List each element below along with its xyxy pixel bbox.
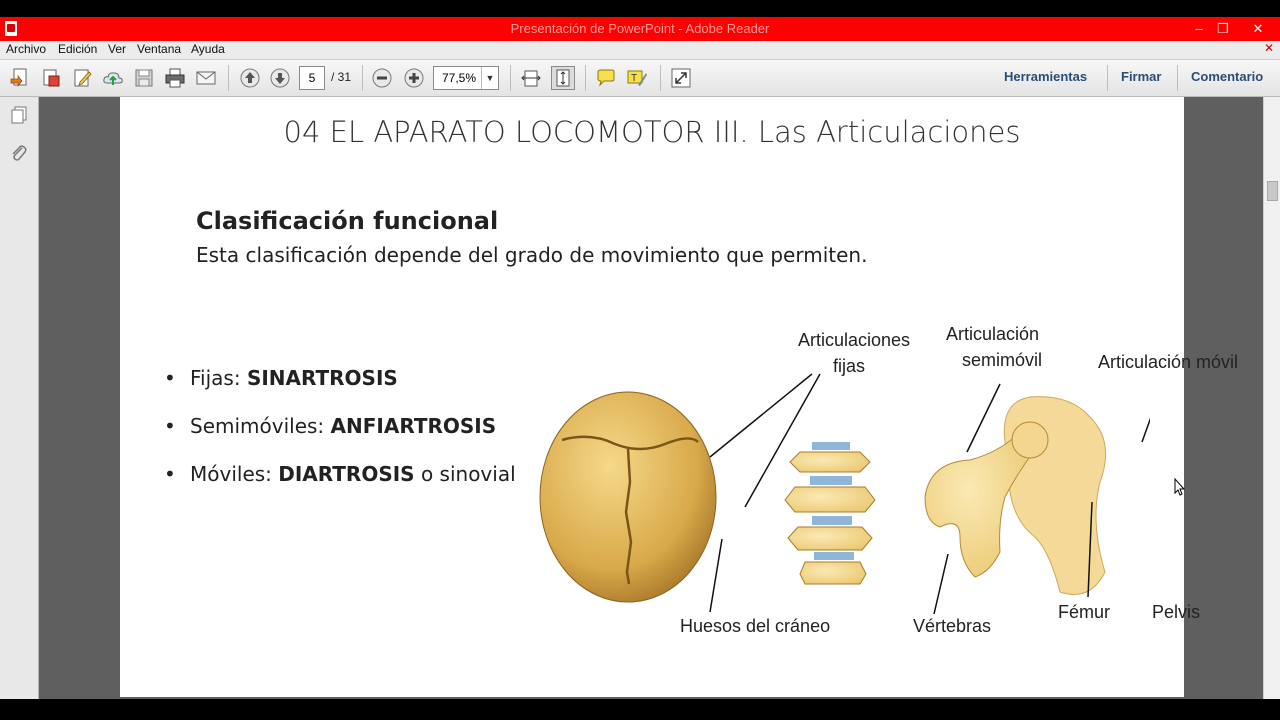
menu-ver[interactable]: Ver [108, 42, 127, 56]
hip-drawing [925, 397, 1106, 595]
fit-width-icon[interactable] [520, 67, 542, 89]
screen-top-edge [0, 0, 1280, 17]
zoom-in-icon[interactable] [403, 67, 425, 89]
comment-icon[interactable] [595, 67, 617, 89]
joints-illustration [530, 322, 1239, 647]
page-number-input[interactable]: 5 [299, 66, 325, 90]
pdf-page [120, 97, 1239, 697]
zoom-level-value: 77,5% [442, 71, 477, 85]
toolbar-separator [510, 65, 511, 91]
highlight-icon[interactable] [626, 67, 648, 89]
section-heading: Clasificación funcional [196, 207, 499, 235]
tools-link[interactable]: Herramientas [1004, 69, 1088, 84]
label-articulaciones-fijas: Articulaciones [798, 330, 911, 350]
scrollbar-thumb[interactable] [1267, 181, 1278, 201]
toolbar-separator [1177, 65, 1178, 91]
label-femur: Fémur [1058, 602, 1111, 622]
comment-link[interactable]: Comentario [1191, 69, 1264, 84]
label-huesos-craneo: Huesos del cráneo [680, 616, 831, 636]
menu-archivo[interactable]: Archivo [6, 42, 47, 56]
page-total: / 31 [331, 70, 352, 84]
menu-ayuda[interactable]: Ayuda [191, 42, 225, 56]
previous-page-icon[interactable] [239, 67, 261, 89]
bullet-item: • Fijas: SINARTROSIS [164, 366, 398, 390]
close-button[interactable]: ✕ [1252, 21, 1264, 36]
menu-edicion[interactable]: Edición [58, 42, 98, 56]
label-fijas: fijas [833, 356, 866, 376]
email-icon[interactable] [195, 67, 217, 89]
vertebrae-drawing [785, 442, 875, 584]
section-description: Esta clasificación depende del grado de movimiento que permiten. [196, 243, 868, 267]
fit-page-icon[interactable] [552, 67, 574, 89]
bullet-item: • Móviles: DIARTROSIS o sinovial [164, 462, 516, 486]
window-titlebar [0, 17, 1280, 41]
label-pelvis: Pelvis [1152, 602, 1201, 622]
print-icon[interactable] [164, 67, 186, 89]
svg-text:T: T [631, 73, 638, 84]
screen-bottom-edge [0, 699, 1280, 720]
zoom-level-select[interactable] [433, 66, 499, 90]
expand-icon[interactable] [670, 67, 692, 89]
toolbar [0, 60, 1280, 97]
next-page-icon[interactable] [269, 67, 291, 89]
window-title: Presentación de PowerPoint - Adobe Reader [510, 21, 770, 36]
sign-link[interactable]: Firmar [1121, 69, 1162, 84]
menu-bar [0, 41, 1280, 60]
label-semimovil: semimóvil [962, 350, 1043, 370]
menu-ventana[interactable]: Ventana [137, 42, 182, 56]
navigation-panel [0, 97, 39, 699]
toolbar-separator [585, 65, 586, 91]
toolbar-separator [228, 65, 229, 91]
label-articulacion-movil: Articulación móvil [1098, 352, 1239, 372]
toolbar-separator [660, 65, 661, 91]
upload-cloud-icon[interactable] [102, 67, 124, 89]
toolbar-separator [362, 65, 363, 91]
mouse-pointer-icon [1174, 478, 1186, 496]
label-vertebras: Vértebras [913, 616, 992, 636]
zoom-out-icon[interactable] [371, 67, 393, 89]
restore-button[interactable]: ❐ [1217, 21, 1229, 36]
toolbar-separator [1107, 65, 1108, 91]
save-icon[interactable] [133, 67, 155, 89]
bullet-item: • Semimóviles: ANFIARTROSIS [164, 414, 497, 438]
attachments-icon[interactable] [9, 143, 29, 163]
combine-files-icon[interactable] [40, 67, 62, 89]
slide-title: 04 EL APARATO LOCOMOTOR III. Las Articulaciones [283, 115, 1021, 149]
label-articulacion-semimovil: Articulación [946, 324, 1040, 344]
create-pdf-icon[interactable] [9, 67, 31, 89]
minimize-button[interactable]: – [1195, 21, 1203, 36]
edit-pdf-icon[interactable] [72, 67, 94, 89]
chevron-down-icon[interactable]: ▼ [481, 67, 498, 89]
document-view[interactable] [39, 97, 1263, 699]
close-document-icon[interactable]: ✕ [1263, 41, 1274, 55]
vertical-scrollbar[interactable] [1263, 97, 1280, 699]
page-thumbnails-icon[interactable] [9, 105, 29, 125]
